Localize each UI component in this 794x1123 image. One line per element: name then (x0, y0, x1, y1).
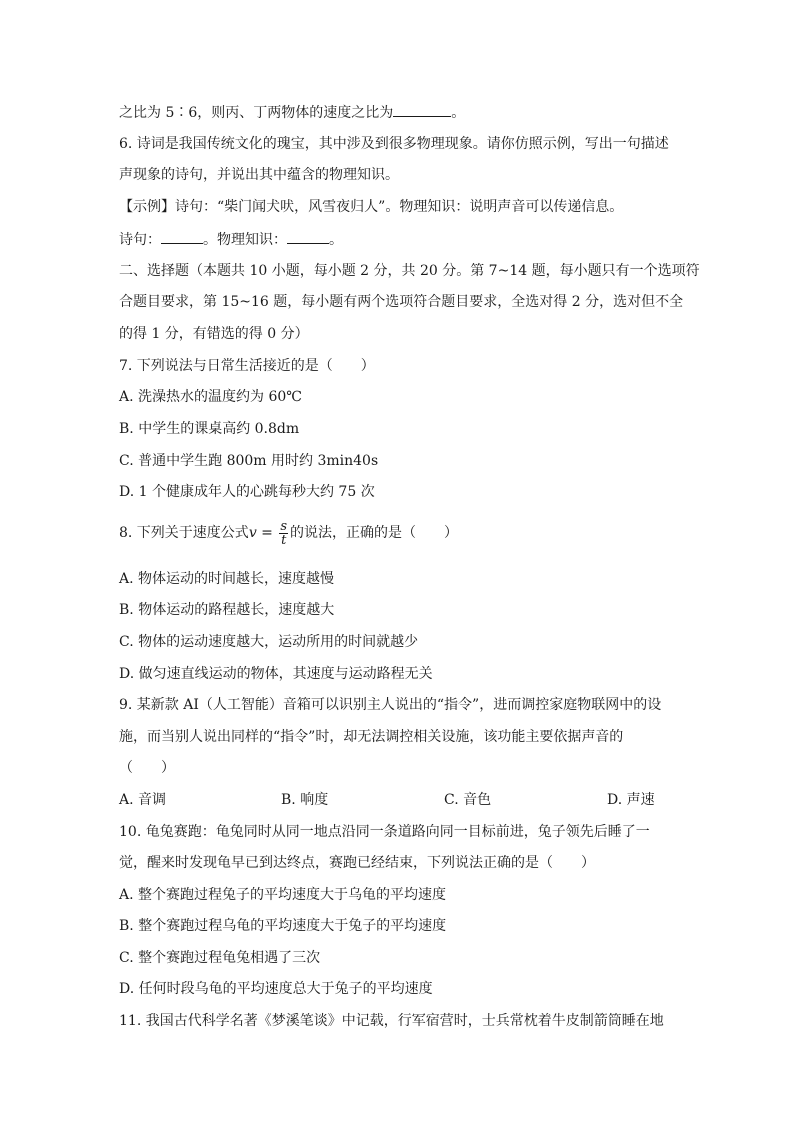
q8-stem-post: 的说法，正确的是（ ） (290, 525, 459, 541)
section2-line-3: 的得 1 分，有错选的得 0 分） (119, 326, 309, 342)
q6-end: 。 (329, 232, 343, 248)
q10-line-1: 10. 龟兔赛跑：龟兔同时从同一地点沿同一条道路向同一目标前进，兔子领先后睡了一 (119, 824, 650, 840)
q8-option-b: B. 物体运动的路程越长，速度越大 (119, 602, 335, 618)
distance-symbol: s (280, 518, 288, 534)
q5-text: 之比为 5∶6，则丙、丁两物体的速度之比为 (119, 105, 394, 121)
q9-line-2: 施，而当别人说出同样的“指令”时，却无法调控相关设施，该功能主要依据声音的 (119, 729, 624, 745)
q10-option-c: C. 整个赛跑过程龟兔相遇了三次 (119, 950, 321, 966)
section2-line-1: 二、选择题（本题共 10 小题，每小题 2 分，共 20 分。第 7~14 题，每小题只有一个选项符 (119, 263, 700, 279)
q5-continuation-line (119, 102, 465, 123)
q9-option-d: D. 声速 (607, 792, 655, 808)
q10-option-a: A. 整个赛跑过程兔子的平均速度大于乌龟的平均速度 (119, 887, 447, 903)
q6-example: 【示例】诗句：“柴门闻犬吠，风雪夜归人”。物理知识：说明声音可以传递信息。 (119, 199, 624, 215)
poem-label: 诗句： (119, 232, 161, 248)
time-symbol: t (281, 532, 287, 548)
section2-line-2: 合题目要求，第 15~16 题，每小题有两个选项符合题目要求，全选对得 2 分，选对但不全 (119, 294, 684, 310)
speed-formula-fraction (279, 520, 288, 547)
q5-end: 。 (451, 105, 466, 121)
velocity-symbol: v (248, 525, 257, 541)
q7-option-a: A. 洗澡热水的温度约为 60℃ (119, 389, 302, 405)
q6-line-2: 声现象的诗句，并说出其中蕴含的物理知识。 (119, 167, 399, 183)
equals-sign: = (256, 525, 278, 541)
q8-option-d: D. 做匀速直线运动的物体，其速度与运动路程无关 (119, 666, 433, 682)
q8-option-c: C. 物体的运动速度越大，运动所用的时间就越少 (119, 634, 419, 650)
q10-option-b: B. 整个赛跑过程乌龟的平均速度大于兔子的平均速度 (119, 918, 447, 934)
q5-answer-blank[interactable] (393, 102, 451, 117)
q9-option-c: C. 音色 (444, 792, 492, 808)
q8-stem (119, 516, 458, 550)
q9-line-1: 9. 某新款 AI（人工智能）音箱可以识别主人说出的“指令”，进而调控家庭物联网中的设 (119, 697, 662, 713)
physics-label: 。物理知识： (203, 232, 287, 248)
q8-stem-pre: 8. 下列关于速度公式 (119, 525, 249, 541)
physics-answer-blank[interactable] (287, 229, 329, 244)
q8-option-a: A. 物体运动的时间越长，速度越慢 (119, 571, 335, 587)
q10-option-d: D. 任何时段乌龟的平均速度总大于兔子的平均速度 (119, 981, 433, 997)
q9-option-b: B. 响度 (281, 792, 329, 808)
poem-answer-blank[interactable] (161, 229, 203, 244)
q6-answer-line (119, 229, 343, 250)
q6-line-1: 6. 诗词是我国传统文化的瑰宝，其中涉及到很多物理现象。请你仿照示例，写出一句描述 (119, 136, 669, 152)
q7-stem: 7. 下列说法与日常生活接近的是（ ） (119, 358, 375, 374)
q7-option-d: D. 1 个健康成年人的心跳每秒大约 75 次 (119, 484, 375, 500)
q7-option-c: C. 普通中学生跑 800m 用时约 3min40s (119, 453, 379, 469)
q9-option-a: A. 音调 (119, 792, 167, 808)
q11-line-1: 11. 我国古代科学名著《梦溪笔谈》中记载，行军宿营时，士兵常枕着牛皮制箭筒睡在地 (119, 1013, 664, 1029)
q7-option-b: B. 中学生的课桌高约 0.8dm (119, 421, 300, 437)
q9-line-3: （ ） (119, 760, 175, 776)
q10-line-2: 觉，醒来时发现龟早已到达终点，赛跑已经结束，下列说法正确的是（ ） (119, 855, 595, 871)
